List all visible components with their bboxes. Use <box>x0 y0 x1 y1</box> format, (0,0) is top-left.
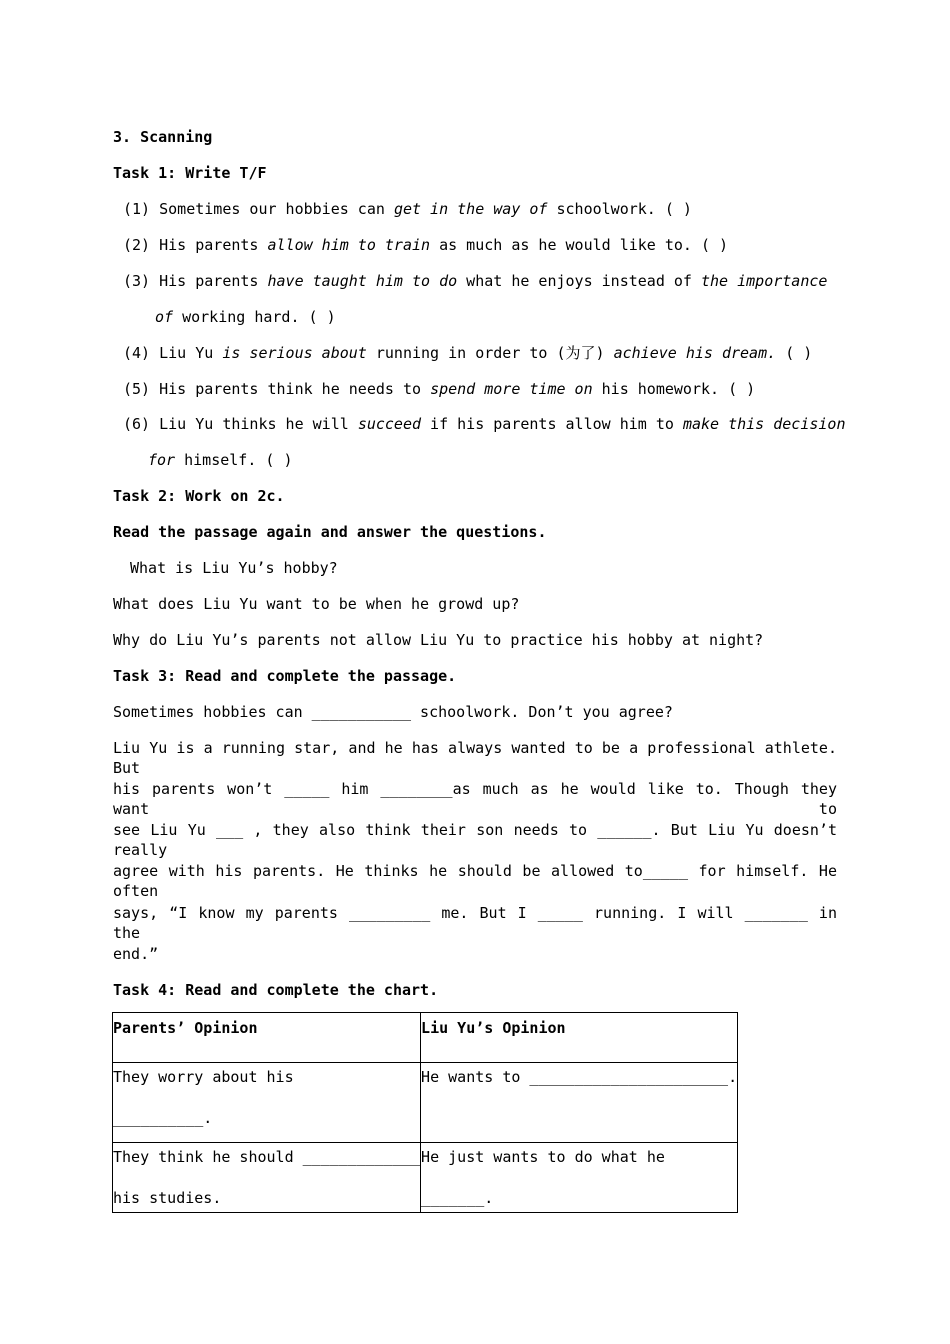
chart-cell-liuyu[interactable]: He just wants to do what he _______. <box>421 1143 738 1213</box>
task1-item-2: (2) His parents allow him to train as much as he would like to. ( ) <box>123 236 729 254</box>
task1-item-6: (6) Liu Yu thinks he will succeed if his parents allow him to make this decision <box>123 415 846 433</box>
task2-question-1: What is Liu Yu’s hobby? <box>130 559 338 577</box>
tf-blank[interactable]: ( ) <box>265 451 293 469</box>
chart-header-liuyu: Liu Yu’s Opinion <box>421 1013 738 1063</box>
tf-blank[interactable]: ( ) <box>785 344 813 362</box>
task3-line-6: says, “I know my parents _________ me. But I _____ running. I will _______ in the <box>113 904 837 942</box>
opinion-chart <box>112 1012 738 1213</box>
task2-question-2: What does Liu Yu want to be when he growd up? <box>113 595 520 613</box>
task1-item-5: (5) His parents think he needs to spend more time on his homework. ( ) <box>123 380 756 398</box>
chart-row <box>113 1143 738 1213</box>
tf-blank[interactable]: ( ) <box>728 380 756 398</box>
task3-line-3: his parents won’t _____ him ________as much as he would like to. Though they want to <box>113 780 837 818</box>
task3-line-1: Sometimes hobbies can ___________ schoolwork. Don’t you agree? <box>113 703 673 721</box>
task2-title: Task 2: Work on 2c. <box>113 487 285 505</box>
task1-title: Task 1: Write T/F <box>113 164 267 182</box>
tf-blank[interactable]: ( ) <box>664 200 692 218</box>
chart-cell-liuyu[interactable]: He wants to ______________________. <box>421 1063 738 1143</box>
task1-item-3: (3) His parents have taught him to do what he enjoys instead of the importance <box>123 272 828 290</box>
task4-title: Task 4: Read and complete the chart. <box>113 981 439 999</box>
chart-header-parents: Parents’ Opinion <box>113 1013 421 1063</box>
task2-instruction: Read the passage again and answer the questions. <box>113 523 547 541</box>
task1-item-4: (4) Liu Yu is serious about running in order to (为了) achieve his dream. ( ) <box>123 344 813 362</box>
chart-row <box>113 1063 738 1143</box>
task1-item-3-cont: of working hard. ( ) <box>155 308 336 326</box>
tf-blank[interactable]: ( ) <box>701 236 729 254</box>
chart-cell-parents[interactable]: They worry about his __________. <box>113 1063 421 1143</box>
section-heading: 3. Scanning <box>113 128 213 146</box>
chart-header-row <box>113 1013 738 1063</box>
tf-blank[interactable]: ( ) <box>308 308 336 326</box>
task3-line-4: see Liu Yu ___ , they also think their son needs to ______. But Liu Yu doesn’t really <box>113 821 837 859</box>
task3-title: Task 3: Read and complete the passage. <box>113 667 457 685</box>
chart-cell-parents[interactable]: They think he should _____________ his studies. <box>113 1143 421 1213</box>
task2-question-3: Why do Liu Yu’s parents not allow Liu Yu to practice his hobby at night? <box>113 631 764 649</box>
task3-line-5: agree with his parents. He thinks he should be allowed to_____ for himself. He often <box>113 862 837 900</box>
task1-item-1: (1) Sometimes our hobbies can get in the way of schoolwork. ( ) <box>123 200 692 218</box>
task3-line-2: Liu Yu is a running star, and he has always wanted to be a professional athlete. But <box>113 739 837 777</box>
task1-item-6-cont: for himself. ( ) <box>148 451 293 469</box>
task3-line-7: end.” <box>113 945 159 963</box>
